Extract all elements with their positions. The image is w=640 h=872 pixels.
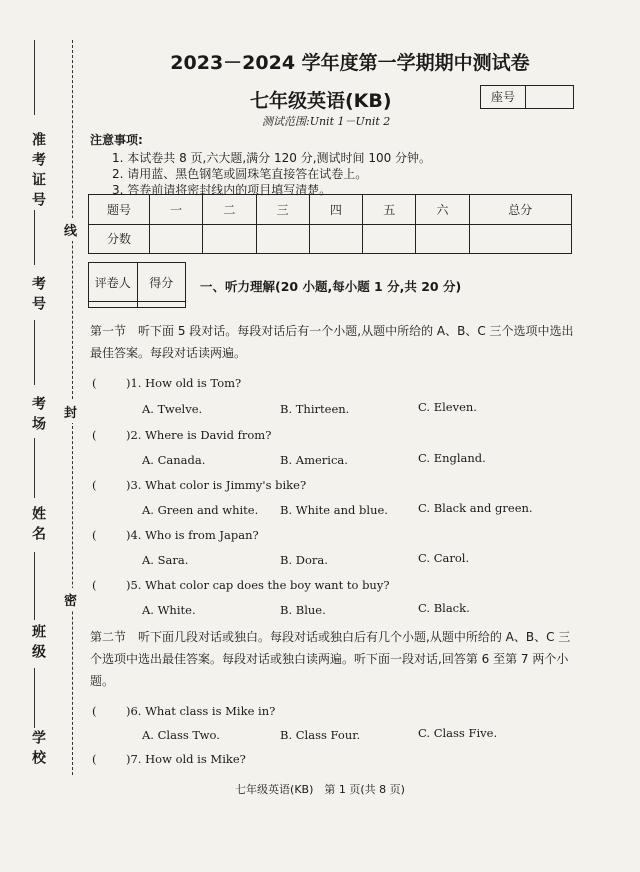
question-5 (92, 578, 390, 592)
option-b: B. Dora. (280, 553, 328, 567)
binding-label-room: 考场 (30, 396, 46, 436)
section-heading: 一、听力理解(20 小题,每小题 1 分,共 20 分) (200, 279, 462, 294)
question-stem: )5. What color cap does the boy want to buy? (126, 578, 390, 592)
page-footer: 七年级英语(KB) 第 1 页(共 8 页) (235, 783, 405, 796)
answer-paren[interactable]: ( (92, 704, 97, 718)
binding-label-exam-no: 考号 (30, 276, 46, 316)
option-c: C. Carol. (418, 551, 470, 565)
question-stem: )6. What class is Mike in? (126, 704, 276, 718)
question-3 (92, 478, 306, 492)
option-c: C. Class Five. (418, 726, 498, 740)
option-a: A. Green and white. (142, 503, 259, 517)
fill-line (34, 210, 35, 265)
question-6 (92, 704, 275, 718)
score-cell[interactable] (469, 224, 571, 254)
option-b: B. Class Four. (280, 728, 361, 742)
subject-title: 七年级英语(KB) (250, 90, 392, 112)
exam-title: 2023－2024 学年度第一学期期中测试卷 (170, 52, 530, 74)
option-b: B. Thirteen. (280, 402, 350, 416)
notice-item: 1. 本试卷共 8 页,六大题,满分 120 分,测试时间 100 分钟。 (112, 151, 432, 165)
option-c: C. Eleven. (418, 400, 477, 414)
option-b: B. Blue. (280, 603, 326, 617)
score-header: 六 (416, 195, 469, 225)
answer-paren[interactable]: ( (92, 752, 97, 766)
grader-table (88, 262, 186, 308)
seat-input[interactable] (526, 86, 573, 108)
question-7 (92, 752, 246, 766)
score-header-row (89, 195, 572, 225)
option-a: A. Canada. (142, 453, 206, 467)
fill-line (34, 668, 35, 728)
option-a: A. Sara. (142, 553, 189, 567)
fill-line (34, 320, 35, 385)
binding-label-school: 学校 (30, 730, 46, 770)
answer-paren[interactable]: ( (92, 428, 97, 442)
seal-char-line: 线 (64, 218, 77, 241)
question-stem: )7. How old is Mike? (126, 752, 246, 766)
score-header: 一 (150, 195, 203, 225)
score-header: 四 (309, 195, 362, 225)
part2-intro: 第二节 听下面几段对话或独白。每段对话或独白后有几个小题,从题中所给的 A、B、C 三个选项中选出最佳答案。每段对话或独白读两遍。听下面一段对话,回答第 6 至第 7 两个小题。 (90, 630, 571, 688)
score-row-label: 分数 (89, 224, 150, 254)
grader-score-label: 得分 (137, 263, 186, 302)
grader-label: 评卷人 (89, 263, 138, 302)
score-cell[interactable] (256, 224, 309, 254)
binding-label-name: 姓名 (30, 506, 46, 546)
binding-label-ticket: 准考证号 (30, 132, 46, 212)
part1-intro: 第一节 听下面 5 段对话。每段对话后有一个小题,从题中所给的 A、B、C 三个选项中选出最佳答案。每段对话读两遍。 (90, 324, 574, 360)
seat-label: 座号 (481, 86, 526, 108)
answer-paren[interactable]: ( (92, 376, 97, 390)
score-cell[interactable] (363, 224, 416, 254)
score-cell[interactable] (309, 224, 362, 254)
option-a: A. White. (142, 603, 196, 617)
option-a: A. Twelve. (142, 402, 203, 416)
question-1 (92, 376, 241, 390)
question-2 (92, 428, 271, 442)
answer-paren[interactable]: ( (92, 528, 97, 542)
seat-number-box (480, 85, 574, 109)
notice-item: 3. 答卷前请将密封线内的项目填写清楚。 (112, 183, 332, 197)
grader-cell[interactable] (89, 302, 138, 308)
option-b: B. White and blue. (280, 503, 388, 517)
score-header: 题号 (89, 195, 150, 225)
option-c: C. Black and green. (418, 501, 533, 515)
question-4 (92, 528, 259, 542)
test-range: 测试范围:Unit 1－Unit 2 (262, 115, 391, 128)
answer-paren[interactable]: ( (92, 578, 97, 592)
fill-line (34, 40, 35, 115)
option-b: B. America. (280, 453, 348, 467)
notice-title: 注意事项: (90, 133, 143, 147)
grader-score-cell[interactable] (137, 302, 186, 308)
question-stem: )4. Who is from Japan? (126, 528, 259, 542)
score-value-row (89, 224, 572, 254)
notice-item: 2. 请用蓝、黑色钢笔或圆珠笔直接答在试卷上。 (112, 167, 368, 181)
answer-paren[interactable]: ( (92, 478, 97, 492)
score-header: 总分 (469, 195, 571, 225)
score-header: 五 (363, 195, 416, 225)
question-stem: )3. What color is Jimmy's bike? (126, 478, 307, 492)
score-cell[interactable] (203, 224, 256, 254)
score-header: 三 (256, 195, 309, 225)
score-cell[interactable] (150, 224, 203, 254)
seal-char-secret: 密 (64, 588, 77, 611)
option-c: C. Black. (418, 601, 470, 615)
option-c: C. England. (418, 451, 486, 465)
seal-char-seal: 封 (64, 400, 77, 423)
fill-line (34, 552, 35, 620)
score-table (88, 194, 572, 254)
score-header: 二 (203, 195, 256, 225)
question-stem: )1. How old is Tom? (126, 376, 242, 390)
option-a: A. Class Two. (142, 728, 220, 742)
fill-line (34, 438, 35, 498)
score-cell[interactable] (416, 224, 469, 254)
binding-label-class: 班级 (30, 624, 46, 664)
question-stem: )2. Where is David from? (126, 428, 272, 442)
